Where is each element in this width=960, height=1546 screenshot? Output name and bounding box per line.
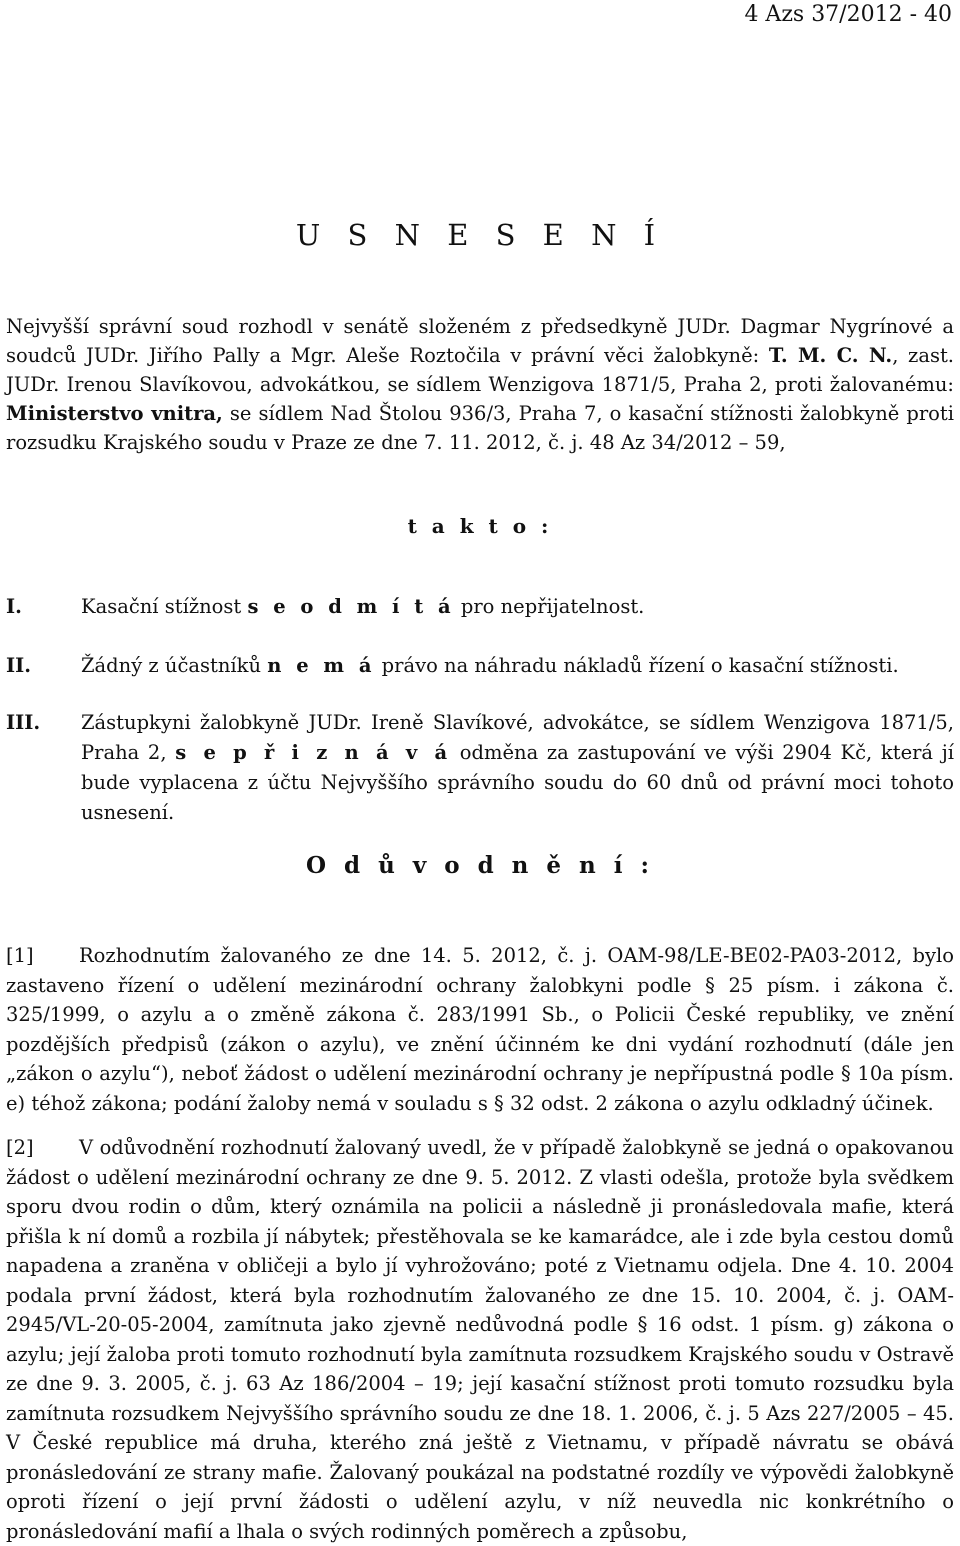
- plaintiff-name: T. M. C. N.: [768, 344, 893, 367]
- verdict-keyword: s e p ř i z n á v á: [175, 741, 452, 764]
- subtitle-takto: t a k t o :: [407, 514, 553, 538]
- verdict-number: I.: [6, 595, 22, 618]
- verdict-text-before: Žádný z účastníků: [81, 654, 268, 677]
- verdict-text: [81, 592, 954, 622]
- verdict-text: [81, 708, 954, 828]
- intro-text-2: , zast. JUDr. Irenou Slavíkovou, advokátkou, se sídlem Wenzigova 1871/5, Praha 2, proti žalovanému:: [6, 344, 955, 396]
- paragraph-text: Rozhodnutím žalovaného ze dne 14. 5. 2012, č. j. OAM-98/LE-BE02-PA03-2012, bylo zastaveno řízení o udělení mezinárodní ochrany žalobkyni podle § 25 písm. i zákona č. 325/1999, o azylu a o změně zákona č. 283/1991 Sb., o Policii České republiky, ve znění pozdějších předpisů (zákon o azylu), ve znění účinném ke dni vydání rozhodnutí (dále jen „zákon o azylu“), neboť žádost o udělení mezinárodní ochrany je nepřípustná podle § 10a písm. e) téhož zákona; podání žaloby nemá v souladu s § 32 odst. 2 zákona o azylu odkladný účinek.: [6, 944, 954, 1115]
- verdict-keyword: n e m á: [267, 654, 376, 677]
- verdict-keyword: s e o d m í t á: [247, 595, 455, 618]
- case-reference: 4 Azs 37/2012 - 40: [744, 2, 952, 27]
- reasoning-paragraph-1: [6, 941, 954, 1118]
- paragraph-number: [2]: [6, 1136, 34, 1159]
- verdict-item-3: [6, 708, 954, 828]
- reasoning-title: O d ů v o d n ě n í :: [305, 852, 654, 879]
- intro-text-1: Nejvyšší správní soud rozhodl v senátě složeném z předsedkyně JUDr. Dagmar Nygrínové a soudců JUDr. Jiřího Pally a Mgr. Aleše Roztočila v právní věci žalobkyně:: [6, 315, 954, 367]
- paragraph-text: V odůvodnění rozhodnutí žalovaný uvedl, že v případě žalobkyně se jedná o opakovanou žádost o udělení mezinárodní ochrany ze dne 9. 5. 2012. Z vlasti odešla, protože byla svědkem sporu dvou rodin o dům, který oznámila na policii a následně ji pronásledovala mafie, která přišla k ní domů a rozbila jí nábytek; přestěhovala se ke kamarádce, ale i zde byla cestou domů napadena a zraněna v obličeji a bylo jí vyhrožováno; poté z Vietnamu odjela. Dne 4. 10. 2004 podala první žádost, která byla rozhodnutím žalovaného ze dne 15. 10. 2004, č. j. OAM-2945/VL-20-05-2004, zamítnuta jako zjevně nedůvodná podle § 16 odst. 1 písm. g) zákona o azylu; její žaloba proti tomuto rozhodnutí byla zamítnuta rozsudkem Krajského soudu v Ostravě ze dne 9. 3. 2005, č. j. 63 Az 186/2004 – 19; její kasační stížnost proti tomuto rozsudku byla zamítnuta rozsudkem Nejvyššího správního soudu ze dne 18. 1. 2006, č. j. 5 Azs 227/2005 – 45. V České republice má druha, kterého zná ještě z Vietnamu, v případě návratu se obává pronásledování ze strany mafie. Žalovaný poukázal na podstatné rozdíly ve výpovědi žalobkyně oproti řízení o její první žádosti o udělení azylu, v níž neuvedla nic konkrétního o pronásledování mafií a lhala o svých rodinných poměrech a způsobu,: [6, 1136, 954, 1543]
- document-title: U S N E S E N Í: [295, 218, 665, 252]
- verdict-item-1: [6, 592, 954, 622]
- paragraph-number: [1]: [6, 944, 34, 967]
- verdict-text-before: Zástupkyni žalobkyně JUDr. Ireně Slavíkové, advokátce, se sídlem Wenzigova 1871/5, Praha 2,: [81, 711, 954, 764]
- verdict-number: II.: [6, 654, 32, 677]
- verdict-text: [81, 651, 954, 681]
- intro-text-3: se sídlem Nad Štolou 936/3, Praha 7, o kasační stížnosti žalobkyně proti rozsudku Krajského soudu v Praze ze dne 7. 11. 2012, č. j. 48 Az 34/2012 – 59,: [6, 402, 954, 454]
- verdict-text-after: odměna za zastupování ve výši 2904 Kč, která jí bude vyplacena z účtu Nejvyššího správního soudu do 60 dnů od právní moci tohoto usnesení.: [81, 741, 955, 824]
- reasoning-paragraph-2: [6, 1133, 954, 1546]
- intro-paragraph: [6, 312, 954, 457]
- verdict-text-before: Kasační stížnost: [81, 595, 248, 618]
- verdict-text-after: právo na náhradu nákladů řízení o kasační stížnosti.: [375, 654, 899, 677]
- verdict-number: III.: [6, 711, 41, 734]
- verdict-item-2: [6, 651, 954, 681]
- defendant-name: Ministerstvo vnitra,: [6, 402, 223, 425]
- verdict-text-after: pro nepřijatelnost.: [454, 595, 645, 618]
